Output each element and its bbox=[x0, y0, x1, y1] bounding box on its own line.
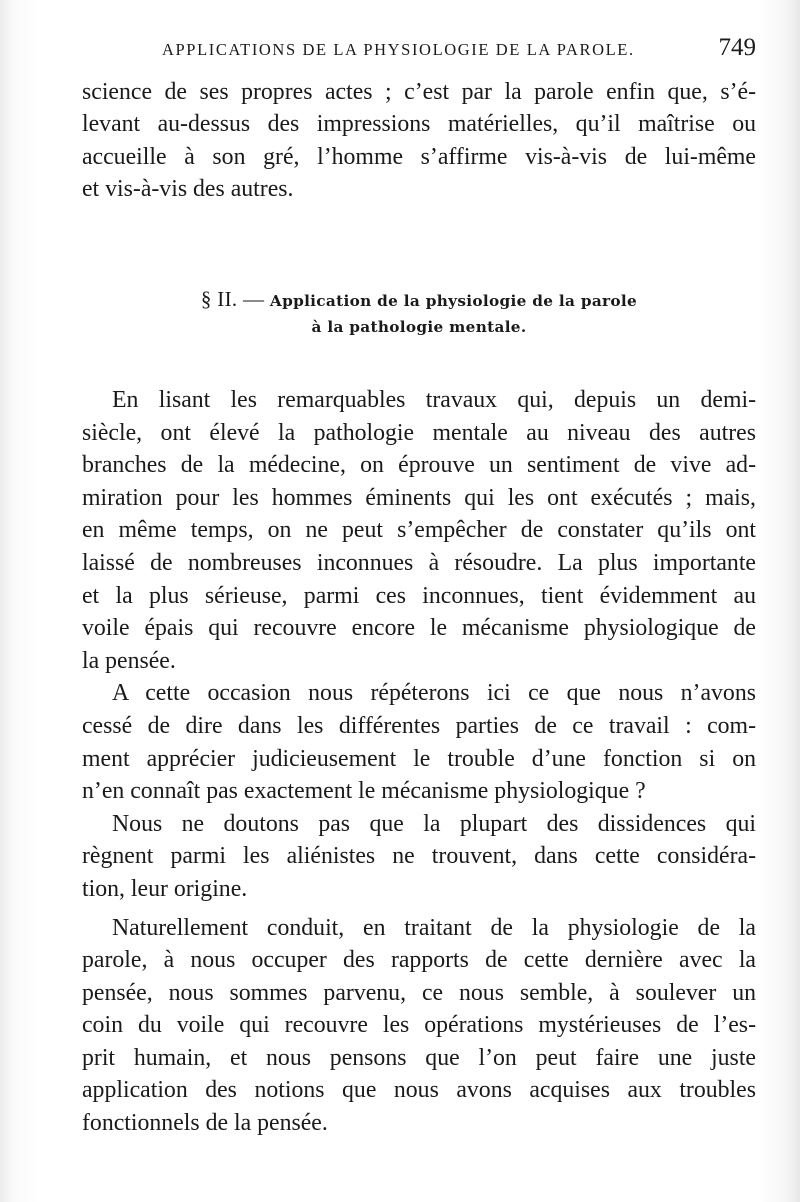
text-line: voile épais qui recouvre encore le mécanisme physiologique de bbox=[82, 615, 756, 642]
text-line: Naturellement conduit, en traitant de la physiologie de la bbox=[112, 914, 756, 941]
paragraph-1 bbox=[82, 384, 756, 677]
section-title-part-1: Application de la physiologie de la parole bbox=[269, 292, 638, 310]
text-line: règnent parmi les aliénistes ne trouvent, dans cette considéra- bbox=[82, 843, 756, 870]
text-line: n’en connaît pas exactement le mécanisme physiologique ? bbox=[82, 778, 646, 805]
text-line: accueille à son gré, l’homme s’affirme vis-à-vis de lui-même bbox=[82, 143, 756, 170]
section-number: § II. — bbox=[200, 287, 265, 311]
text-line: la pensée. bbox=[82, 647, 176, 674]
text-line: A cette occasion nous répéterons ici ce que nous n’avons bbox=[112, 680, 756, 707]
page-number: 749 bbox=[718, 34, 756, 61]
text-line: prit humain, et nous pensons que l’on peut faire une juste bbox=[82, 1044, 756, 1071]
text-line: ment apprécier judicieusement le trouble d’une fonction si on bbox=[82, 745, 756, 772]
text-line: miration pour les hommes éminents qui les ont exécutés ; mais, bbox=[82, 484, 756, 511]
text-line: coin du voile qui recouvre les opérations mystérieuses de l’es- bbox=[82, 1012, 756, 1039]
text-line: et la plus sérieuse, parmi ces inconnues, tient évidemment au bbox=[82, 582, 756, 609]
text-line: science de ses propres actes ; c’est par la parole enfin que, s’é- bbox=[82, 79, 756, 105]
running-header bbox=[82, 34, 756, 64]
running-title: APPLICATIONS DE LA PHYSIOLOGIE DE LA PAROLE. bbox=[162, 40, 635, 59]
intro-paragraph bbox=[82, 76, 756, 205]
text-line: laissé de nombreuses inconnues à résoudre. La plus importante bbox=[82, 549, 756, 576]
paragraph-4 bbox=[82, 912, 756, 1140]
text-line: Nous ne doutons pas que la plupart des dissidences qui bbox=[112, 810, 756, 837]
text-line: branches de la médecine, on éprouve un sentiment de vive ad- bbox=[82, 452, 756, 479]
text-line: et vis-à-vis des autres. bbox=[82, 175, 294, 202]
text-line: fonctionnels de la pensée. bbox=[82, 1110, 328, 1137]
text-line: tion, leur origine. bbox=[82, 875, 248, 902]
paragraph-2 bbox=[82, 677, 756, 807]
text-line: cessé de dire dans les différentes parties de ce travail : com- bbox=[82, 712, 756, 739]
text-line: application des notions que nous avons acquises aux troubles bbox=[82, 1077, 756, 1104]
text-line: pensée, nous sommes parvenu, ce nous semble, à soulever un bbox=[82, 979, 756, 1006]
text-line: parole, à nous occuper des rapports de cette dernière avec la bbox=[82, 947, 756, 974]
text-line: En lisant les remarquables travaux qui, depuis un demi- bbox=[112, 387, 756, 413]
section-heading-line-1 bbox=[82, 286, 756, 314]
text-line: en même temps, on ne peut s’empêcher de constater qu’ils ont bbox=[82, 517, 756, 544]
text-line: siècle, ont élevé la pathologie mentale au niveau des autres bbox=[82, 419, 756, 446]
section-heading bbox=[82, 286, 756, 340]
section-body bbox=[82, 384, 756, 1140]
text-line: levant au-dessus des impressions matérielles, qu’il maîtrise ou bbox=[82, 111, 756, 138]
paragraph-3 bbox=[82, 808, 756, 906]
section-heading-line-2: à la pathologie mentale. bbox=[311, 318, 527, 336]
